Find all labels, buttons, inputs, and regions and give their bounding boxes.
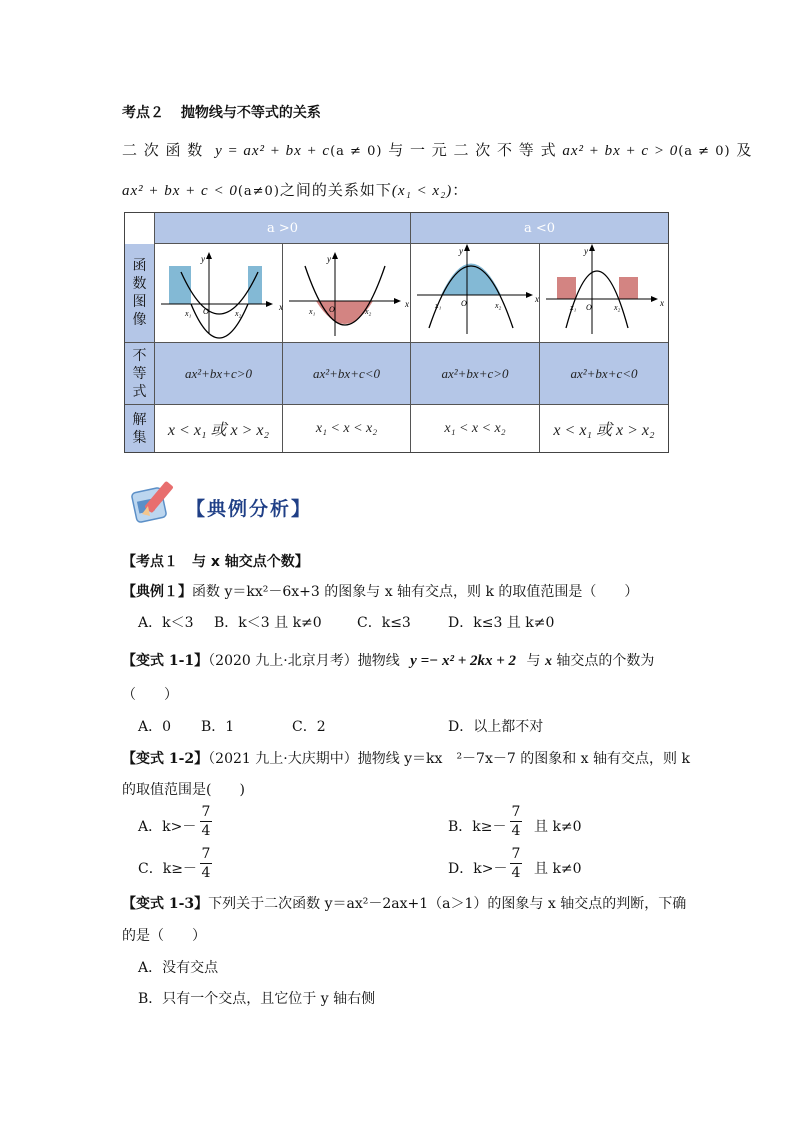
inequality-2: ax²+bx+c<0 <box>283 343 411 405</box>
variant-1-1-x: x <box>544 654 552 669</box>
inequality-1: ax²+bx+c>0 <box>155 343 283 405</box>
example-1-option-a[interactable]: A．k＜3 <box>138 615 194 631</box>
svg-text:y: y <box>584 246 588 256</box>
row-label-graph: 函数图像 <box>125 244 155 343</box>
svg-text:O: O <box>203 307 209 316</box>
graph-up-inside <box>283 244 411 343</box>
row-label-solution: 解集 <box>125 405 155 452</box>
example-1-option-b[interactable]: B．k＜3 且 k≠0 <box>214 615 322 631</box>
variant-1-2-tag: 【变式 1-2】 <box>122 751 209 767</box>
example-1-option-c[interactable]: C．k≤3 <box>357 615 411 631</box>
section-1-heading: 【考点１ 与 x 轴交点个数】 <box>122 554 309 570</box>
variant-1-1-option-c[interactable]: C．2 <box>292 719 326 735</box>
intro-text: 之间的关系如下 <box>279 181 392 199</box>
variant-1-1-paren: （ ） <box>122 687 178 703</box>
example-1 <box>122 581 638 601</box>
svg-text:x₁: x₁ <box>435 301 442 310</box>
row-label-inequality: 不等式 <box>125 343 155 405</box>
intro-text: ： <box>452 181 469 199</box>
variant-1-1-option-d[interactable]: D．以上都不对 <box>448 719 544 735</box>
variant-1-3-option-b[interactable]: B．只有一个交点，且它位于 y 轴右侧 <box>138 991 376 1007</box>
intro-text: 二 次 函 数 <box>122 141 204 159</box>
condition: (a≠0) <box>237 184 280 199</box>
example-1-text: 函数 y＝kx²－6x+3 的图象与 x 轴有交点，则 k 的取值范围是（ ） <box>192 584 639 600</box>
section-2-label: 考点２ <box>122 105 164 121</box>
equation: ax² + bx + c > 0 <box>562 143 679 159</box>
svg-text:y: y <box>327 254 331 264</box>
section-2-heading <box>122 102 321 122</box>
svg-text:x: x <box>535 294 539 304</box>
variant-1-3 <box>122 893 686 913</box>
svg-text:O: O <box>329 305 335 314</box>
equation: ax² + bx + c < 0 <box>122 183 238 199</box>
solution-2: x₁ < x < x₂ <box>283 405 411 452</box>
variant-1-2-option-d[interactable]: D．k>－ <box>448 861 508 877</box>
variant-1-2-text: （2021 九上·大庆期中）抛物线 y＝kx ²－7x－7 的图象和 x 轴有交点，则 k <box>208 751 690 767</box>
condition: (a ≠ 0) <box>330 144 383 159</box>
variant-1-1-option-b[interactable]: B．1 <box>201 719 235 735</box>
svg-text:O: O <box>461 299 467 308</box>
intro-text: 与 一 元 二 次 不 等 式 <box>388 141 557 159</box>
example-1-tag: 【典例１】 <box>122 584 192 600</box>
inequality-4: ax²+bx+c<0 <box>540 343 668 405</box>
solution-4: x < x₁ 或 x > x₂ <box>553 422 655 439</box>
section-2-title: 抛物线与不等式的关系 <box>180 105 321 121</box>
fraction-7-4: 7 4 <box>201 846 211 881</box>
intro-line-1 <box>122 139 752 160</box>
header-a-negative: a <0 <box>411 213 668 244</box>
variant-1-1-equation: y =− x² + 2kx + 2 <box>410 653 517 669</box>
variant-1-1-option-a[interactable]: A．0 <box>138 719 172 735</box>
graph-cell-1 <box>155 244 283 343</box>
variant-1-3-text-2: 的是（ ） <box>122 928 206 944</box>
intro-line-2 <box>122 179 468 200</box>
variant-1-3-text: 下列关于二次函数 y＝ax²－2ax+1（a＞1）的图象与 x 轴交点的判断，下确 <box>208 896 687 912</box>
fraction-7-4: 7 4 <box>511 846 521 881</box>
graph-cell-3 <box>411 244 540 343</box>
variant-1-1-text: （2020 九上·北京月考）抛物线 <box>208 653 400 669</box>
intro-text: 及 <box>736 141 753 159</box>
variant-1-1-text: 轴交点的个数为 <box>556 653 655 669</box>
relation-table <box>124 212 669 453</box>
variant-1-2-option-b[interactable]: B．k≥－ <box>448 819 507 835</box>
solution-3: x₁ < x < x₂ <box>411 405 540 452</box>
condition: (a ≠ 0) <box>678 144 731 159</box>
example-1-option-d[interactable]: D．k≤3 且 k≠0 <box>448 615 555 631</box>
variant-1-3-option-a[interactable]: A．没有交点 <box>138 960 219 976</box>
variant-1-3-tag: 【变式 1-3】 <box>122 896 209 912</box>
axis-x-label: x <box>279 302 283 312</box>
equation: y = ax² + bx + c <box>215 143 331 159</box>
svg-text:x₁: x₁ <box>570 303 577 312</box>
svg-text:x₂: x₂ <box>365 307 372 316</box>
axis-y-label: y <box>201 254 205 264</box>
variant-1-1-tag: 【变式 1-1】 <box>122 653 209 669</box>
header-a-positive: a >0 <box>155 213 411 244</box>
svg-text:y: y <box>459 246 463 256</box>
svg-text:x: x <box>660 298 664 308</box>
fraction-7-4: 7 4 <box>511 804 521 839</box>
fraction-7-4: 7 4 <box>201 804 211 839</box>
condition: (x₁ < x₂) <box>391 183 453 199</box>
variant-1-1 <box>122 650 654 670</box>
svg-text:x₂: x₂ <box>235 309 242 318</box>
graph-down-outside <box>540 244 668 343</box>
variant-1-2 <box>122 748 690 768</box>
graph-cell-4 <box>540 244 668 343</box>
variant-1-2-option-a[interactable]: A．k>－ <box>138 819 197 835</box>
svg-text:x₂: x₂ <box>614 303 621 312</box>
svg-text:O: O <box>586 303 592 312</box>
graph-down-inside <box>411 244 540 343</box>
svg-text:x₁: x₁ <box>309 307 316 316</box>
svg-text:x: x <box>405 299 409 309</box>
svg-text:x₂: x₂ <box>495 301 502 310</box>
svg-text:x₁: x₁ <box>185 309 192 318</box>
corner-cell <box>125 213 155 244</box>
variant-1-2-option-d-tail: 且 k≠0 <box>534 861 582 877</box>
graph-up-outside <box>155 244 283 343</box>
pencil-notebook-icon <box>128 476 184 526</box>
solution-1: x < x₁ 或 x > x₂ <box>155 405 283 452</box>
inequality-3: ax²+bx+c>0 <box>411 343 540 405</box>
variant-1-2-option-b-tail: 且 k≠0 <box>534 819 582 835</box>
example-analysis-banner: 【典例分析】 <box>186 498 313 520</box>
variant-1-1-text: 与 <box>526 653 541 669</box>
variant-1-2-option-c[interactable]: C．k≥－ <box>138 861 197 877</box>
graph-cell-2 <box>283 244 411 343</box>
variant-1-2-text-2: 的取值范围是( ) <box>122 782 245 798</box>
